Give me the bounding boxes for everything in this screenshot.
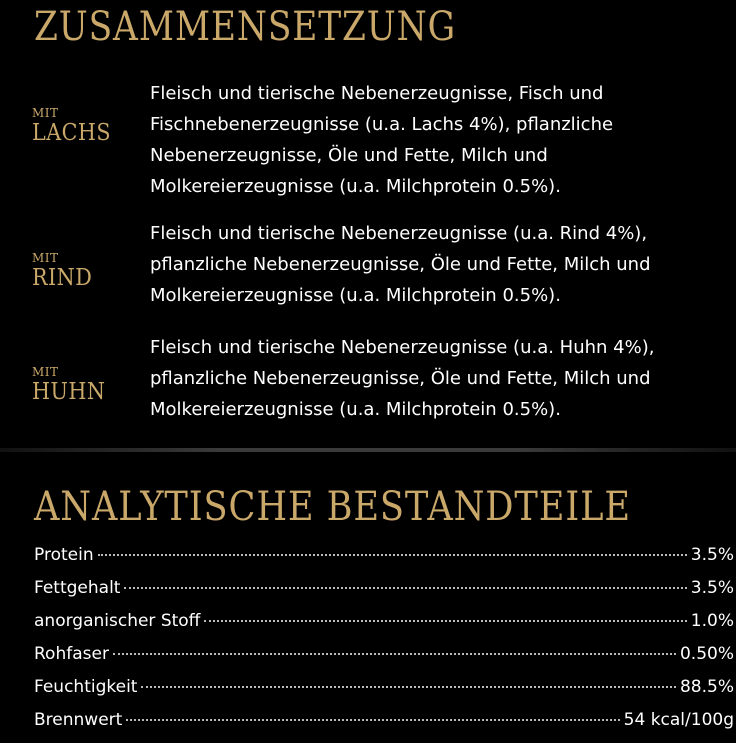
row-label: Protein [34, 545, 94, 565]
row-value: 3.5% [690, 578, 734, 598]
variant-lachs [32, 78, 732, 208]
analysis-row-fat [34, 578, 734, 611]
variant-prefix: MIT [32, 106, 59, 120]
row-label: Fettgehalt [34, 578, 121, 598]
variant-tag [32, 106, 147, 146]
dot-leader [141, 686, 676, 688]
row-value: 1.0% [690, 611, 734, 631]
variant-prefix: MIT [32, 251, 59, 265]
variant-tag [32, 251, 147, 291]
ingredients-text: Fleisch und tierische Nebenerzeugnisse (u.a. Rind 4%), pflanzliche Nebenerzeugnisse, Öle und Fette, Milch und Molkereierzeugnisse (u.a. Milchprotein 0.5%). [150, 223, 651, 306]
dot-leader [204, 620, 686, 622]
analysis-row-protein [34, 545, 734, 578]
dot-leader [124, 587, 686, 589]
analysis-row-moisture [34, 677, 734, 710]
variant-tag [32, 365, 147, 405]
row-value: 3.5% [690, 545, 734, 565]
variant-huhn [32, 332, 732, 432]
analysis-row-energy [34, 710, 734, 743]
analysis-row-ash [34, 611, 734, 644]
analysis-row-fiber [34, 644, 734, 677]
row-label: anorganischer Stoff [34, 611, 201, 631]
row-label: Feuchtigkeit [34, 677, 138, 697]
dot-leader [113, 653, 676, 655]
section-divider [0, 448, 736, 452]
row-value: 54 kcal/100g [623, 710, 734, 730]
composition-heading: ZUSAMMENSETZUNG [34, 4, 456, 50]
row-value: 0.50% [679, 644, 734, 664]
variant-name: RIND [32, 265, 93, 291]
ingredients-text: Fleisch und tierische Nebenerzeugnisse, Fisch und Fischnebenerzeugnisse (u.a. Lachs 4%), pflanzliche Nebenerzeugnisse, Öle und Fette, Milch und Molkereierzeugnisse (u.a. Milchprotein 0.5%). [150, 83, 614, 197]
variant-rind [32, 218, 732, 318]
variant-name: HUHN [32, 379, 106, 405]
dot-leader [98, 554, 687, 556]
dot-leader [126, 719, 619, 721]
row-label: Brennwert [34, 710, 123, 730]
variant-name: LACHS [32, 120, 112, 146]
row-label: Rohfaser [34, 644, 109, 664]
analysis-heading: ANALYTISCHE BESTANDTEILE [34, 484, 631, 530]
variant-prefix: MIT [32, 365, 59, 379]
row-value: 88.5% [679, 677, 734, 697]
analysis-table [34, 545, 734, 743]
ingredients-text: Fleisch und tierische Nebenerzeugnisse (u.a. Huhn 4%), pflanzliche Nebenerzeugnisse, Öle und Fette, Milch und Molkereierzeugnisse (u.a. Milchprotein 0.5%). [150, 337, 655, 420]
